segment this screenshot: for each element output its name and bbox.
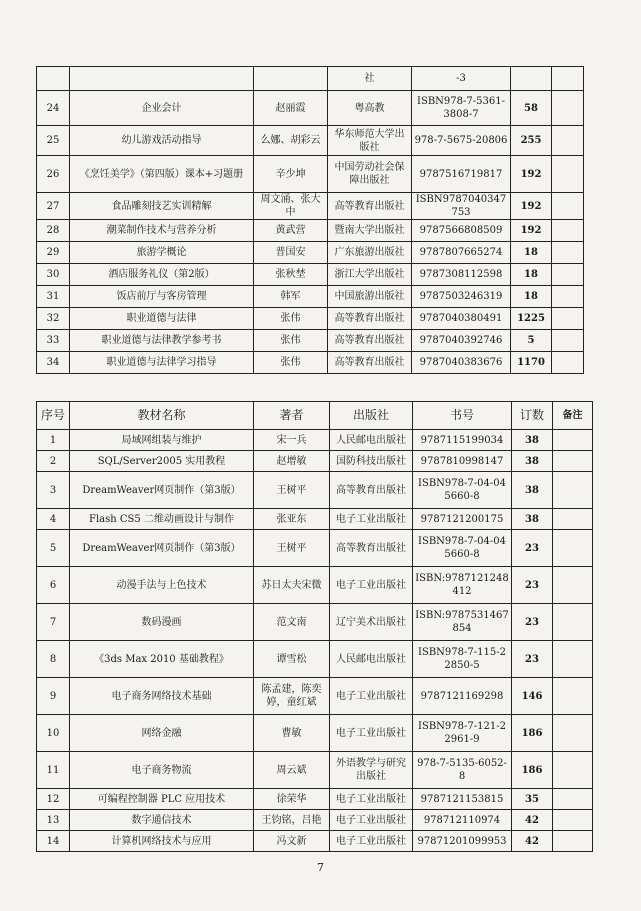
publisher-cell: 电子工业出版社	[330, 715, 413, 752]
order-count-cell: 23	[512, 530, 553, 567]
table-row	[37, 472, 593, 509]
note-cell	[552, 156, 584, 193]
order-count-cell: 192	[511, 156, 552, 193]
note-cell	[552, 67, 584, 91]
author-cell: 周文涌、张大中	[254, 193, 328, 220]
table-row	[37, 193, 584, 220]
book-title-cell: 潮菜制作技术与营养分析	[70, 220, 254, 242]
header-count: 订数	[512, 402, 553, 430]
isbn-cell: 9787040380491	[412, 308, 511, 330]
book-title-cell: 数字通信技术	[70, 810, 254, 831]
isbn-cell: 9787121169298	[413, 678, 512, 715]
publisher-cell: 高等教育出版社	[328, 308, 412, 330]
publisher-cell: 高等教育出版社	[330, 530, 413, 567]
table-row	[37, 831, 593, 852]
publisher-cell: 人民邮电出版社	[330, 641, 413, 678]
author-cell: 普国安	[254, 242, 328, 264]
isbn-cell: 978-7-5135-6052-8	[413, 752, 512, 789]
order-count-cell	[511, 67, 552, 91]
isbn-cell: 9787121153815	[413, 789, 512, 810]
textbook-table-continued	[36, 66, 584, 374]
book-title-cell: 《烹饪美学》（第四版）课本+习题册	[70, 156, 254, 193]
order-count-cell: 192	[511, 193, 552, 220]
note-cell	[553, 641, 593, 678]
author-cell: 冯文新	[254, 831, 330, 852]
book-title-cell: 职业道德与法律	[70, 308, 254, 330]
row-index-cell: 31	[37, 286, 70, 308]
publisher-cell: 华东师范大学出版社	[328, 126, 412, 156]
publisher-cell: 电子工业出版社	[330, 678, 413, 715]
book-title-cell	[70, 67, 254, 91]
author-cell: 谭雪松	[254, 641, 330, 678]
book-title-cell: DreamWeaver网页制作（第3版）	[70, 530, 254, 567]
note-cell	[552, 126, 584, 156]
order-count-cell: 18	[511, 264, 552, 286]
publisher-cell: 社	[328, 67, 412, 91]
publisher-cell: 电子工业出版社	[330, 831, 413, 852]
table-row	[37, 678, 593, 715]
note-cell	[552, 330, 584, 352]
isbn-cell: ISBN9787040347753	[412, 193, 511, 220]
order-count-cell: 35	[512, 789, 553, 810]
book-title-cell: Flash CS5 二维动画设计与制作	[70, 509, 254, 530]
order-count-cell: 192	[511, 220, 552, 242]
order-count-cell: 23	[512, 604, 553, 641]
isbn-cell: 9787566808509	[412, 220, 511, 242]
isbn-cell: -3	[412, 67, 511, 91]
header-name: 教材名称	[70, 402, 254, 430]
author-cell: 张秋埜	[254, 264, 328, 286]
order-count-cell: 38	[512, 509, 553, 530]
textbook-table	[36, 401, 593, 852]
order-count-cell: 146	[512, 678, 553, 715]
row-index-cell: 25	[37, 126, 70, 156]
order-count-cell: 42	[512, 831, 553, 852]
row-index-cell: 30	[37, 264, 70, 286]
row-index-cell: 1	[37, 430, 70, 451]
book-title-cell: 职业道德与法律学习指导	[70, 352, 254, 374]
isbn-cell: 978-7-5675-20806	[412, 126, 511, 156]
author-cell: 黄武营	[254, 220, 328, 242]
isbn-cell: ISBN978-7-04-045660-8	[413, 530, 512, 567]
row-index-cell: 2	[37, 451, 70, 472]
isbn-cell: ISBN978-7-121-22961-9	[413, 715, 512, 752]
table-row	[37, 604, 593, 641]
table-row	[37, 810, 593, 831]
row-index-cell: 33	[37, 330, 70, 352]
publisher-cell: 辽宁美术出版社	[330, 604, 413, 641]
table-row	[37, 789, 593, 810]
isbn-cell: ISBN978-7-115-22850-5	[413, 641, 512, 678]
row-index-cell: 13	[37, 810, 70, 831]
row-index-cell: 4	[37, 509, 70, 530]
author-cell: 张亚东	[254, 509, 330, 530]
note-cell	[553, 430, 593, 451]
note-cell	[552, 242, 584, 264]
row-index-cell: 14	[37, 831, 70, 852]
order-count-cell: 38	[512, 472, 553, 509]
author-cell: 辛少坤	[254, 156, 328, 193]
author-cell: 张伟	[254, 352, 328, 374]
author-cell: 王树平	[254, 530, 330, 567]
page-number: 7	[317, 861, 324, 874]
header-isbn: 书号	[413, 402, 512, 430]
order-count-cell: 58	[511, 91, 552, 126]
isbn-cell: 9787115199034	[413, 430, 512, 451]
book-title-cell: SQL/Server2005 实用教程	[70, 451, 254, 472]
note-cell	[552, 91, 584, 126]
book-title-cell: 《3ds Max 2010 基础教程》	[70, 641, 254, 678]
row-index-cell: 27	[37, 193, 70, 220]
row-index-cell: 28	[37, 220, 70, 242]
row-index-cell: 9	[37, 678, 70, 715]
header-publisher: 出版社	[330, 402, 413, 430]
publisher-cell: 人民邮电出版社	[330, 430, 413, 451]
isbn-cell: 9787040392746	[412, 330, 511, 352]
publisher-cell: 中国劳动社会保障出版社	[328, 156, 412, 193]
publisher-cell: 国防科技出版社	[330, 451, 413, 472]
row-index-cell: 11	[37, 752, 70, 789]
table-row	[37, 451, 593, 472]
table-row	[37, 752, 593, 789]
author-cell: 宋一兵	[254, 430, 330, 451]
order-count-cell: 23	[512, 567, 553, 604]
order-count-cell: 186	[512, 752, 553, 789]
author-cell: 么娜、胡彩云	[254, 126, 328, 156]
book-title-cell: 旅游学概论	[70, 242, 254, 264]
book-title-cell: 酒店服务礼仪（第2版）	[70, 264, 254, 286]
author-cell: 赵增敏	[254, 451, 330, 472]
row-index-cell: 12	[37, 789, 70, 810]
publisher-cell: 浙江大学出版社	[328, 264, 412, 286]
author-cell: 曹敏	[254, 715, 330, 752]
table-row	[37, 430, 593, 451]
publisher-cell: 暨南大学出版社	[328, 220, 412, 242]
note-cell	[553, 831, 593, 852]
author-cell: 苏日太夫宋微	[254, 567, 330, 604]
author-cell: 王树平	[254, 472, 330, 509]
isbn-cell: 978712110974	[413, 810, 512, 831]
note-cell	[553, 752, 593, 789]
note-cell	[553, 530, 593, 567]
note-cell	[552, 286, 584, 308]
note-cell	[553, 472, 593, 509]
isbn-cell: 9787308112598	[412, 264, 511, 286]
row-index-cell: 34	[37, 352, 70, 374]
table-row	[37, 715, 593, 752]
table-row	[37, 308, 584, 330]
author-cell: 徐荣华	[254, 789, 330, 810]
author-cell: 张伟	[254, 330, 328, 352]
table-row	[37, 220, 584, 242]
publisher-cell: 粤高教	[328, 91, 412, 126]
order-count-cell: 42	[512, 810, 553, 831]
book-title-cell: 动漫手法与上色技术	[70, 567, 254, 604]
note-cell	[552, 264, 584, 286]
isbn-cell: ISBN978-7-5361-3808-7	[412, 91, 511, 126]
table-row	[37, 264, 584, 286]
note-cell	[553, 567, 593, 604]
isbn-cell: 9787516719817	[412, 156, 511, 193]
note-cell	[553, 509, 593, 530]
book-title-cell: DreamWeaver网页制作（第3版）	[70, 472, 254, 509]
order-count-cell: 186	[512, 715, 553, 752]
order-count-cell: 38	[512, 430, 553, 451]
table-row	[37, 641, 593, 678]
row-index-cell: 7	[37, 604, 70, 641]
row-index-cell: 10	[37, 715, 70, 752]
order-count-cell: 38	[512, 451, 553, 472]
order-count-cell: 18	[511, 286, 552, 308]
isbn-cell: ISBN:9787531467854	[413, 604, 512, 641]
author-cell: 范文南	[254, 604, 330, 641]
publisher-cell: 高等教育出版社	[328, 352, 412, 374]
book-title-cell: 计算机网络技术与应用	[70, 831, 254, 852]
header-author: 著者	[254, 402, 330, 430]
publisher-cell: 广东旅游出版社	[328, 242, 412, 264]
table-row	[37, 126, 584, 156]
header-index: 序号	[37, 402, 70, 430]
book-title-cell: 幼儿游戏活动指导	[70, 126, 254, 156]
table-header-row	[37, 402, 593, 430]
note-cell	[553, 678, 593, 715]
isbn-cell: 9787121200175	[413, 509, 512, 530]
book-title-cell: 局域网组装与维护	[70, 430, 254, 451]
isbn-cell: 9787807665274	[412, 242, 511, 264]
publisher-cell: 高等教育出版社	[330, 472, 413, 509]
note-cell	[552, 220, 584, 242]
order-count-cell: 23	[512, 641, 553, 678]
isbn-cell: 9787810998147	[413, 451, 512, 472]
note-cell	[553, 715, 593, 752]
publisher-cell: 电子工业出版社	[330, 509, 413, 530]
note-cell	[552, 193, 584, 220]
author-cell: 韩军	[254, 286, 328, 308]
book-title-cell: 电子商务物流	[70, 752, 254, 789]
order-count-cell: 18	[511, 242, 552, 264]
table-row	[37, 330, 584, 352]
note-cell	[552, 352, 584, 374]
note-cell	[553, 810, 593, 831]
book-title-cell: 职业道德与法律教学参考书	[70, 330, 254, 352]
publisher-cell: 电子工业出版社	[330, 810, 413, 831]
note-cell	[553, 451, 593, 472]
row-index-cell: 6	[37, 567, 70, 604]
isbn-cell: 9787040383676	[412, 352, 511, 374]
order-count-cell: 5	[511, 330, 552, 352]
table-row	[37, 567, 593, 604]
order-count-cell: 1225	[511, 308, 552, 330]
table-row	[37, 91, 584, 126]
table-row	[37, 156, 584, 193]
author-cell	[254, 67, 328, 91]
author-cell: 张伟	[254, 308, 328, 330]
isbn-cell: ISBN:9787121248412	[413, 567, 512, 604]
book-title-cell: 电子商务网络技术基础	[70, 678, 254, 715]
author-cell: 周云斌	[254, 752, 330, 789]
book-title-cell: 数码漫画	[70, 604, 254, 641]
publisher-cell: 电子工业出版社	[330, 789, 413, 810]
author-cell: 陈孟建，陈奕婷，童红斌	[254, 678, 330, 715]
book-title-cell: 可编程控制器 PLC 应用技术	[70, 789, 254, 810]
table-row	[37, 242, 584, 264]
header-note: 备注	[553, 402, 593, 430]
order-count-cell: 255	[511, 126, 552, 156]
author-cell: 王钧铭，吕艳	[254, 810, 330, 831]
row-index-cell: 5	[37, 530, 70, 567]
isbn-cell: 97871201099953	[413, 831, 512, 852]
isbn-cell: ISBN978-7-04-045660-8	[413, 472, 512, 509]
book-title-cell: 食品雕刻技艺实训精解	[70, 193, 254, 220]
book-title-cell: 饭店前厅与客房管理	[70, 286, 254, 308]
row-index-cell: 26	[37, 156, 70, 193]
table-row	[37, 352, 584, 374]
table-row	[37, 286, 584, 308]
row-index-cell: 8	[37, 641, 70, 678]
publisher-cell: 中国旅游出版社	[328, 286, 412, 308]
isbn-cell: 9787503246319	[412, 286, 511, 308]
note-cell	[553, 789, 593, 810]
row-index-cell: 32	[37, 308, 70, 330]
continuation-row	[37, 67, 584, 91]
note-cell	[553, 604, 593, 641]
row-index-cell	[37, 67, 70, 91]
publisher-cell: 外语教学与研究出版社	[330, 752, 413, 789]
publisher-cell: 高等教育出版社	[328, 193, 412, 220]
author-cell: 赵丽霞	[254, 91, 328, 126]
order-count-cell: 1170	[511, 352, 552, 374]
book-title-cell: 企业会计	[70, 91, 254, 126]
publisher-cell: 高等教育出版社	[328, 330, 412, 352]
table-row	[37, 509, 593, 530]
table-row	[37, 530, 593, 567]
row-index-cell: 24	[37, 91, 70, 126]
note-cell	[552, 308, 584, 330]
row-index-cell: 3	[37, 472, 70, 509]
book-title-cell: 网络金融	[70, 715, 254, 752]
row-index-cell: 29	[37, 242, 70, 264]
publisher-cell: 电子工业出版社	[330, 567, 413, 604]
